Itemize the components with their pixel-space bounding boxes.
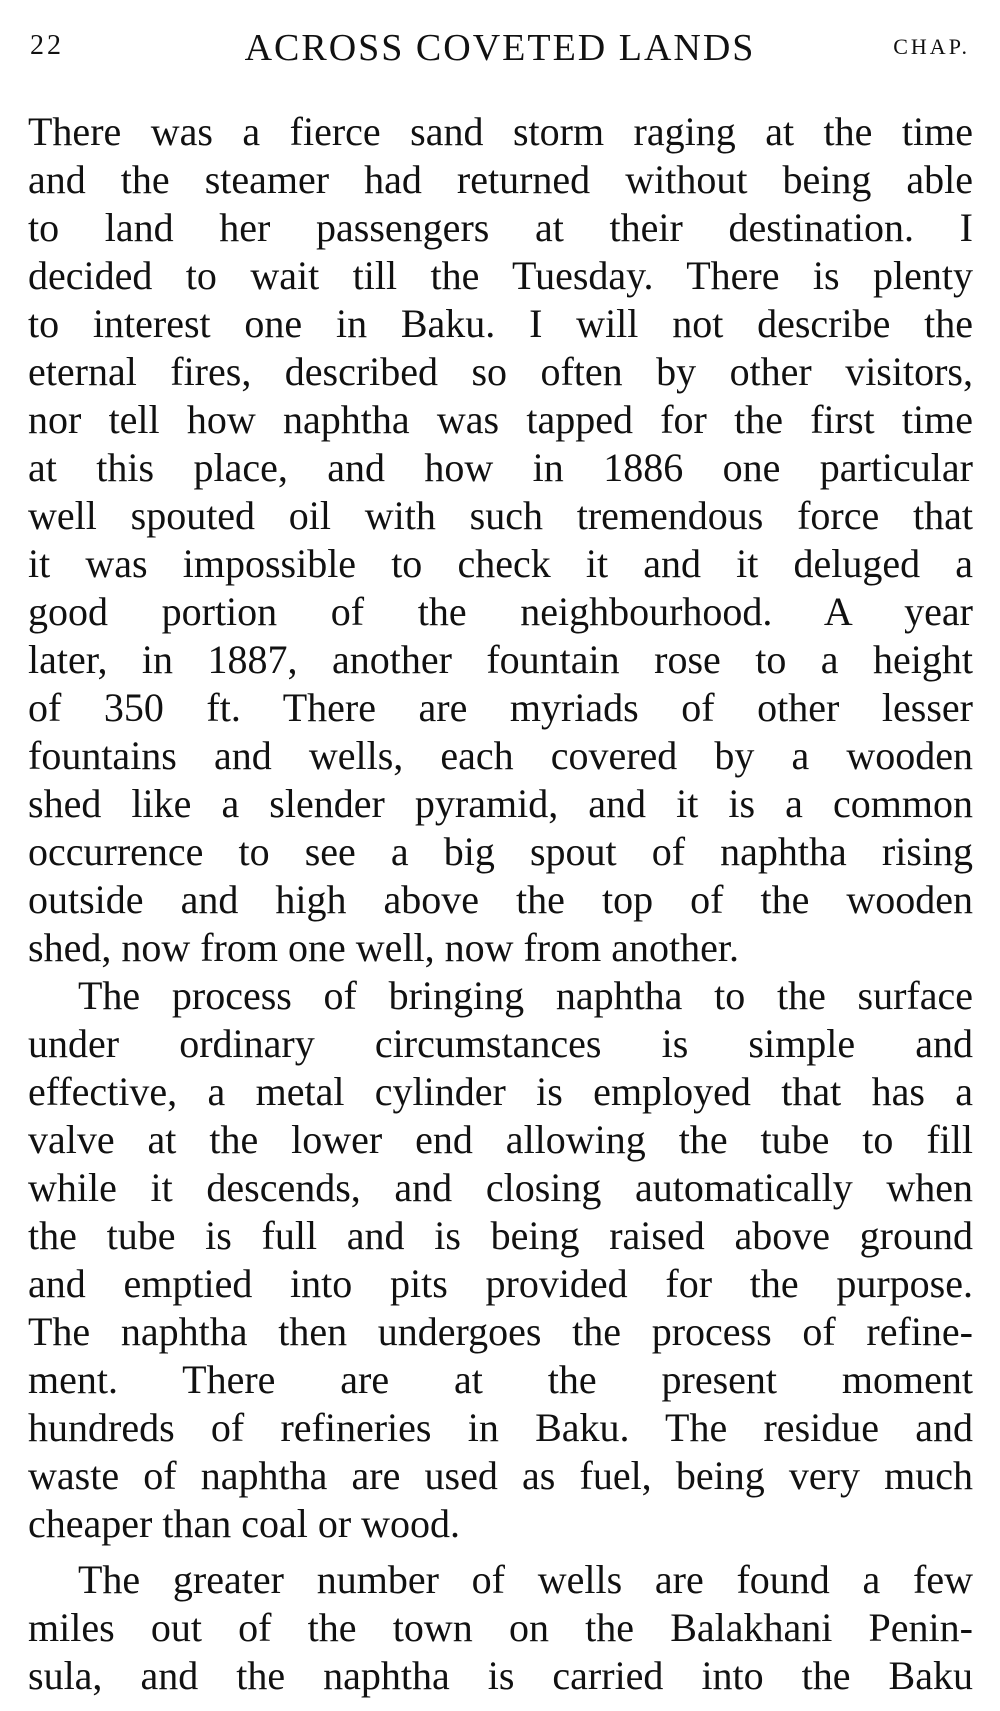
text-line: hundreds of refineries in Baku. The residue and [28, 1405, 973, 1450]
text-line: outside and high above the top of the wooden [28, 877, 973, 922]
text-line: There was a fierce sand storm raging at the time [28, 109, 973, 154]
text-line: valve at the lower end allowing the tube to fill [28, 1117, 973, 1162]
text-line: fountains and wells, each covered by a wooden [28, 733, 973, 778]
text-line: effective, a metal cylinder is employed that has a [28, 1069, 973, 1114]
text-line: decided to wait till the Tuesday. There is plenty [28, 253, 973, 298]
body-text [28, 108, 973, 1700]
text-line: it was impossible to check it and it deluged a [28, 541, 973, 586]
text-line: to land her passengers at their destination. I [28, 205, 973, 250]
text-line: good portion of the neighbourhood. A year [28, 589, 973, 634]
text-line: ment. There are at the present moment [28, 1357, 973, 1402]
text-line: eternal fires, described so often by other visitors, [28, 349, 973, 394]
text-line: miles out of the town on the Balakhani Penin- [28, 1605, 973, 1650]
chapter-label: CHAP. [893, 34, 970, 59]
text-line: later, in 1887, another fountain rose to a height [28, 637, 973, 682]
text-line: The process of bringing naphtha to the surface [78, 973, 973, 1018]
text-line: at this place, and how in 1886 one particular [28, 445, 973, 490]
paragraph [28, 972, 973, 1548]
running-head [30, 26, 970, 69]
text-line: of 350 ft. There are myriads of other lesser [28, 685, 973, 730]
text-line: The naphtha then undergoes the process of refine- [28, 1309, 973, 1354]
text-line: nor tell how naphtha was tapped for the first time [28, 397, 973, 442]
text-line: shed, now from one well, now from another. [28, 925, 739, 970]
text-line: and emptied into pits provided for the purpose. [28, 1261, 973, 1306]
text-line: sula, and the naphtha is carried into the Baku [28, 1653, 973, 1698]
text-line: cheaper than coal or wood. [28, 1501, 461, 1546]
text-line: to interest one in Baku. I will not describe the [28, 301, 973, 346]
text-line: and the steamer had returned without being able [28, 157, 973, 202]
text-line: shed like a slender pyramid, and it is a common [28, 781, 973, 826]
text-line: occurrence to see a big spout of naphtha rising [28, 829, 973, 874]
paragraph [28, 1556, 973, 1700]
paragraph-gap [28, 1548, 973, 1556]
text-line: under ordinary circumstances is simple and [28, 1021, 973, 1066]
page-number: 22 [30, 30, 64, 61]
text-line: while it descends, and closing automatically when [28, 1165, 973, 1210]
text-line: well spouted oil with such tremendous force that [28, 493, 973, 538]
text-line: the tube is full and is being raised above ground [28, 1213, 973, 1258]
book-title: ACROSS COVETED LANDS [244, 27, 756, 69]
text-line: The greater number of wells are found a few [78, 1557, 973, 1602]
paragraph [28, 108, 973, 972]
text-line: waste of naphtha are used as fuel, being very much [28, 1453, 973, 1498]
